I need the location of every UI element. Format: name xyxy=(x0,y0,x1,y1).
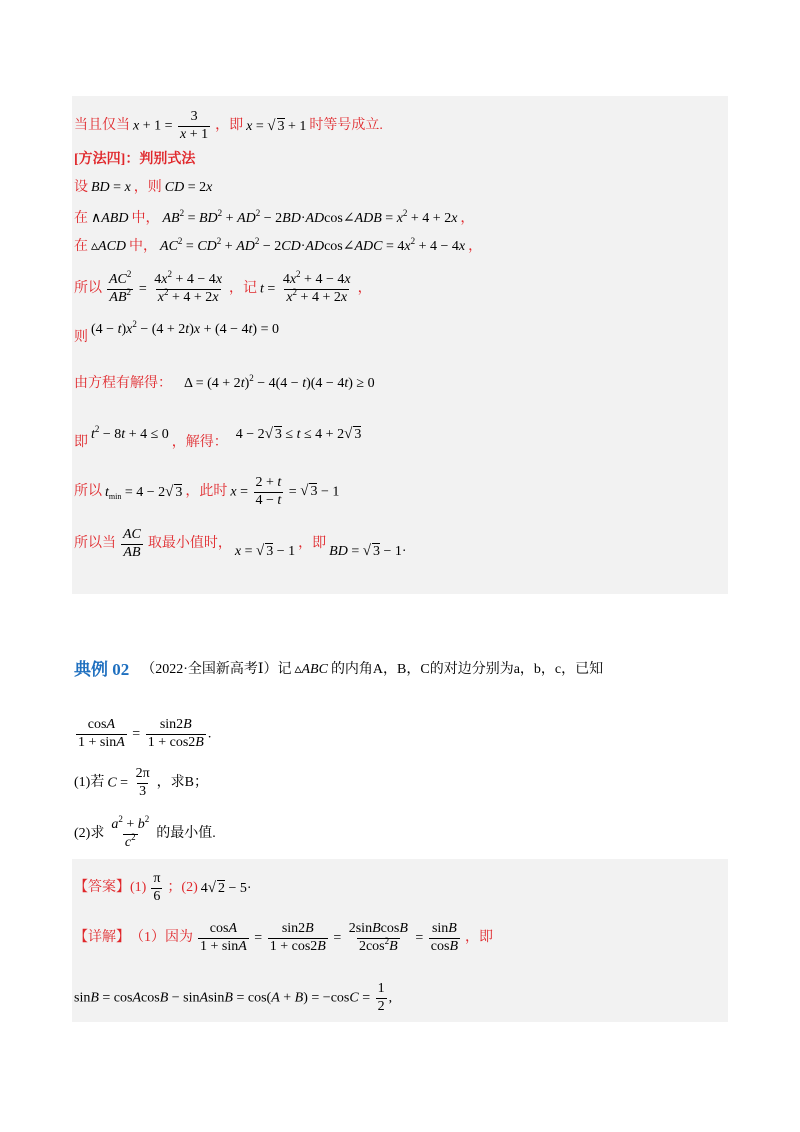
given-equation xyxy=(74,712,214,756)
method4-heading: [方法四]：判别式法 xyxy=(74,152,196,167)
t-min-line: 所以 $t_{min} = 4 - 2√$ 3 ，此时 x = $\frac{2 + t}{4 - t}$ = √ 3 − 1 xyxy=(74,474,340,508)
question-1: (1)若 C = $\frac{2\pi}{3}$ ，求B； xyxy=(74,765,208,799)
triangle-acd-line: 在 ▵ACD 中， $AC^2 = CD^2 + AD^2$ − 2CD·ADcos∠ADC = $4x^2 + 4 - 4x$ ， xyxy=(74,237,482,257)
discriminant-line: 由方程有解得： $\Delta = (4 + 2t)^2 - 4(4 - t)(4 - 4t) \ge 0$ xyxy=(74,374,378,394)
math-expr: t = $\frac{4x^2 + 4 - 4x}{x^2 + 4 + 2x}$ xyxy=(260,268,351,305)
math-expr: ▵ABC xyxy=(294,662,328,677)
math-expr: $\frac{AC}{AB}$ xyxy=(123,526,141,560)
inequality-line: 即 $t^2 - 8t + 4 \le 0$ ，解得： 4 − 2√ 3 ≤ t ≤ 4 + 2√ 3 xyxy=(74,423,362,450)
solution-box-method4 xyxy=(72,96,728,594)
quadratic-line: 则 $(4 - t)x^2 - (4 + 2t)x + (4 - 4t) = 0$ xyxy=(74,319,279,345)
answer-line: 【答案】 (1) $\frac{\pi}{6}$ ；(2) 4√ 2 − 5· xyxy=(74,870,252,904)
math-expr: $\Delta = (4 + 2t)^2 - 4(4 - t)(4 - 4t) \ge 0$ xyxy=(184,373,375,391)
answer-label: 【答案】 xyxy=(74,880,130,895)
math-expr: 4√ 2 − 5· xyxy=(200,879,252,896)
math-expr: $t^2 - 8t + 4 \le 0$ xyxy=(91,423,169,442)
detail-label: 【详解】 xyxy=(74,930,130,945)
question-2: (2)求 $\frac{a^2 + b^2}{c^2}$ 的最小值. xyxy=(74,813,216,850)
math-expr: $\frac{\cos A}{1 + \sin A}$ = $\frac{\sin 2B}{1 + \cos 2B}$ . xyxy=(78,716,212,750)
math-expr: $\frac{AC^2}{AB^2}$ = $\frac{4x^2 + 4 - 4x}{x^2 + 4 + 2x}$ xyxy=(109,268,223,305)
math-expr: 4 − 2√ 3 ≤ t ≤ 4 + 2√ 3 xyxy=(235,426,362,442)
triangle-abd-line: 在 ∧ABD 中， $AB^2 = BD^2 + AD^2$ − 2BD·ADcos∠ADB = $x^2 + 4 + 2x$ ， xyxy=(74,209,474,229)
conclusion-line: 所以当 $\frac{AC}{AB}$ 取最小值时， x = √ 3 − 1 ，即 BD = √ 3 − 1· xyxy=(74,526,407,560)
example-label: 典例 02 xyxy=(74,660,130,679)
math-expr: ∧ABD xyxy=(91,211,129,226)
equality-condition-line: 当且仅当 x + 1 = $\frac{3}{x + 1}$ ，即 x = √ 3 + 1 时等号成立. xyxy=(74,108,383,142)
math-expr: x = $\frac{2 + t}{4 - t}$ = √ 3 − 1 xyxy=(230,474,340,508)
math-expr: $\frac{\pi}{6}$ xyxy=(153,870,161,904)
math-expr: sinB = cosAcosB − sinAsinB = cos(A + B) = −cosC = $\frac{1}{2}$ , xyxy=(74,980,393,1014)
math-expr: BD = √ 3 − 1· xyxy=(329,542,407,559)
math-expr: x + 1 = $\frac{3}{x + 1}$ xyxy=(133,108,209,142)
detail-line: 【详解】 （1）因为 $\frac{\cos A}{1 + \sin A}$ = $\frac{\sin 2B}{1 + \cos 2B}$ = $\frac{\text{2sinBcosB}}{2\cos^2B}$ = $\frac{\sin B}{\cos B}$ ，即 xyxy=(74,920,494,954)
example-02-header xyxy=(74,657,603,683)
set-variable-line: 设 BD = x ，则 CD = 2x xyxy=(74,178,215,198)
math-expr: $(4 - t)x^2 - (4 + 2t)x + (4 - 4t) = 0$ xyxy=(91,319,279,337)
derivation-line xyxy=(74,976,395,1020)
math-expr: CD = 2x xyxy=(164,180,213,195)
math-expr: x = √ 3 − 1 xyxy=(234,542,296,559)
math-expr: C = $\frac{2\pi}{3}$ xyxy=(107,765,150,799)
example-statement: 的内角A，B，C的对边分别为a，b，c，已知 xyxy=(330,662,604,677)
math-expr: $\frac{\cos A}{1 + \sin A}$ = $\frac{\sin 2B}{1 + \cos 2B}$ = $\frac{\text{2sinBcosB}}{2\cos^2B}$ = $\frac{\sin B}{\cos B}$ xyxy=(200,920,459,954)
ratio-line: 所以 $\frac{AC^2}{AB^2}$ = $\frac{4x^2 + 4 - 4x}{x^2 + 4 + 2x}$ ，记 t = $\frac{4x^2 + 4 - 4x}{x^2 + 4 + 2x}$ ， xyxy=(74,268,372,305)
math-expr: $AC^2 = CD^2 + AD^2$ − 2CD·ADcos∠ADC = $4x^2 + 4 - 4x$ xyxy=(160,236,466,254)
example-source: （2022·全国新高考Ⅰ）记 xyxy=(141,662,292,677)
math-expr: $t_{min} = 4 - 2√$ 3 xyxy=(105,483,183,501)
math-expr: x = √ 3 + 1 xyxy=(246,117,307,134)
math-expr: ▵ACD xyxy=(91,239,127,254)
math-expr: $AB^2 = BD^2 + AD^2$ − 2BD·ADcos∠ADB = $x^2 + 4 + 2x$ xyxy=(162,208,458,226)
math-expr: $\frac{a^2 + b^2}{c^2}$ xyxy=(111,813,150,850)
math-expr: BD = x xyxy=(91,180,131,195)
